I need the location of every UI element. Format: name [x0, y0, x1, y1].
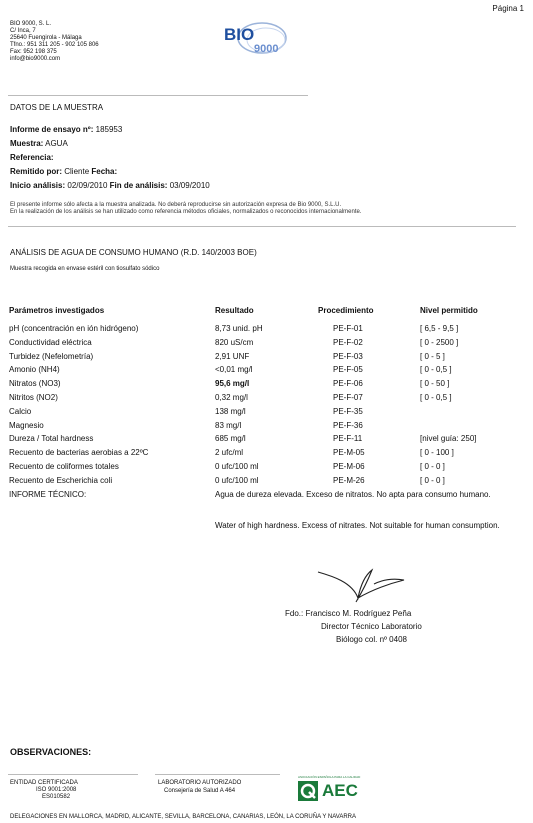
param-cell: Conductividad eléctrica	[9, 337, 92, 347]
level-cell: [ 0 - 0 ]	[420, 475, 445, 485]
divider	[155, 774, 280, 775]
header-procedure: Procedimiento	[318, 306, 374, 315]
procedure-cell: PE-M-26	[333, 475, 365, 485]
sent-by-label: Remitido por:	[10, 167, 62, 176]
result-cell: 2,91 UNF	[215, 351, 250, 361]
param-cell: Nitritos (NO2)	[9, 393, 58, 402]
result-cell: 0,32 mg/l	[215, 393, 248, 402]
param-cell: Amonio (NH4)	[9, 365, 60, 375]
param-cell: Recuento de Escherichia coli	[9, 475, 113, 485]
param-cell: Recuento de bacterias aerobias a 22ºC	[9, 448, 149, 458]
end-label: Fin de análisis:	[109, 181, 168, 190]
procedure-cell: PE-F-35	[333, 406, 363, 416]
result-cell: 820 uS/cm	[215, 337, 254, 347]
aec-q-icon	[298, 781, 318, 801]
company-line: info@bio9000.com	[10, 56, 61, 62]
signature-name: Fdo.: Francisco M. Rodríguez Peña	[285, 609, 412, 618]
sample-value: AGUA	[45, 139, 68, 148]
company-line: Tfno.: 951 311 205 - 902 105 806	[10, 42, 99, 48]
level-cell: [ 0 - 0,5 ]	[420, 365, 452, 375]
divider	[8, 774, 138, 775]
procedure-cell: PE-F-07	[333, 393, 363, 402]
level-cell: [ 0 - 50 ]	[420, 379, 450, 389]
disclaimer-line: En la realización de los análisis se han utilizado como referencia métodos oficiales, normalizados o reconocidos internacionalmente.	[10, 209, 362, 215]
authorized-lab-sub: Consejería de Salud A 464	[164, 788, 236, 794]
level-cell: [ 0 - 0,5 ]	[420, 393, 452, 402]
observations-label: OBSERVACIONES:	[10, 747, 92, 757]
signature-icon	[312, 558, 422, 608]
bio9000-logo	[220, 18, 290, 60]
result-cell: 8,73 unid. pH	[215, 324, 263, 333]
table-row	[0, 352, 533, 366]
start-label: Inicio análisis:	[10, 181, 66, 190]
result-cell: <0,01 mg/l	[215, 365, 253, 375]
report-number-value: 185953	[95, 125, 123, 134]
signature-college: Biólogo col. nº 0408	[336, 635, 407, 644]
sample-section-title: DATOS DE LA MUESTRA	[10, 103, 104, 112]
company-line: C/ Inca, 7	[10, 28, 36, 34]
company-address	[10, 21, 99, 63]
table-row	[0, 476, 533, 490]
page-number: Página 1	[492, 4, 524, 13]
certified-entity-code: ES010582	[42, 794, 71, 800]
result-cell: 685 mg/l	[215, 434, 246, 444]
procedure-cell: PE-F-01	[333, 324, 363, 333]
report-number-label: Informe de ensayo nº:	[10, 125, 94, 134]
certified-entity-iso: ISO 9001:2008	[36, 787, 77, 793]
level-cell: [ 6,5 - 9,5 ]	[420, 324, 459, 333]
result-cell: 0 ufc/100 ml	[215, 475, 259, 485]
table-row	[0, 338, 533, 352]
delegations: DELEGACIONES EN MALLORCA, MADRID, ALICANTE, SEVILLA, BARCELONA, CANARIAS, LEÓN, LA CORUÑA Y NAVARRA	[10, 814, 356, 820]
result-cell: 95,6 mg/l	[215, 379, 250, 389]
result-cell: 2 ufc/ml	[215, 448, 244, 458]
sample-label: Muestra:	[10, 139, 44, 148]
header-result: Resultado	[215, 306, 254, 315]
logo-bio-text: BIO	[224, 25, 255, 44]
aec-text: AEC	[322, 781, 358, 800]
signature-role: Director Técnico Laboratorio	[321, 622, 422, 631]
level-cell: [ 0 - 5 ]	[420, 351, 445, 361]
param-cell: Dureza / Total hardness	[9, 434, 94, 444]
company-line: BIO 9000, S. L.	[10, 21, 52, 27]
table-header	[0, 306, 533, 320]
table-row	[0, 407, 533, 421]
procedure-cell: PE-F-06	[333, 379, 363, 389]
procedure-cell: PE-F-11	[333, 434, 363, 444]
table-row	[0, 365, 533, 379]
result-cell: 0 ufc/100 ml	[215, 462, 259, 471]
sample-row	[10, 139, 68, 148]
level-cell: [nivel guía: 250]	[420, 434, 477, 444]
procedure-cell: PE-F-36	[333, 420, 363, 430]
divider	[8, 226, 516, 227]
procedure-cell: PE-M-05	[333, 448, 365, 458]
procedure-cell: PE-M-06	[333, 462, 365, 471]
header-param: Parámetros investigados	[9, 306, 105, 315]
disclaimer-line: El presente informe sólo afecta a la muestra analizada. No deberá reproducirse sin autorización expresa de Bio 9000, S.L.U.	[10, 202, 342, 208]
analysis-note: Muestra recogida en envase estéril con tiosulfato sódico	[10, 266, 160, 272]
analysis-dates-row	[10, 181, 210, 190]
aec-small-text: ASOCIACIÓN ESPAÑOLA PARA LA CALIDAD	[298, 775, 361, 779]
logo-9000-text: 9000	[254, 43, 279, 55]
disclaimer	[10, 202, 362, 216]
aec-logo	[298, 775, 380, 811]
param-cell: Recuento de coliformes totales	[9, 462, 119, 471]
end-value: 03/09/2010	[169, 181, 210, 190]
technical-report-es: Agua de dureza elevada. Exceso de nitratos. No apta para consumo humano.	[215, 490, 491, 499]
reference-label: Referencia:	[10, 153, 54, 162]
procedure-cell: PE-F-03	[333, 351, 363, 361]
level-cell: [ 0 - 100 ]	[420, 448, 454, 458]
param-cell: Magnesio	[9, 420, 44, 430]
table-row	[0, 421, 533, 435]
result-cell: 138 mg/l	[215, 406, 246, 416]
level-cell: [ 0 - 0 ]	[420, 462, 445, 471]
header-level: Nivel permitido	[420, 306, 478, 315]
report-number-row	[10, 125, 122, 134]
result-cell: 83 mg/l	[215, 420, 242, 430]
param-cell: Calcio	[9, 406, 32, 416]
level-cell: [ 0 - 2500 ]	[420, 337, 459, 347]
procedure-cell: PE-F-02	[333, 337, 363, 347]
sent-by-row	[10, 167, 117, 176]
param-cell: pH (concentración en ión hidrógeno)	[9, 324, 139, 333]
procedure-cell: PE-F-05	[333, 365, 363, 375]
company-line: 25640 Fuengirola - Málaga	[10, 35, 82, 41]
table-row	[0, 324, 533, 338]
start-value: 02/09/2010	[67, 181, 108, 190]
table-row	[0, 379, 533, 393]
authorized-lab-title: LABORATORIO AUTORIZADO	[158, 780, 242, 786]
technical-report-label: INFORME TÉCNICO:	[9, 490, 87, 499]
param-cell: Nitratos (NO3)	[9, 379, 61, 389]
param-cell: Turbidez (Nefelometría)	[9, 351, 94, 361]
table-row	[0, 462, 533, 476]
table-row	[0, 448, 533, 462]
divider	[8, 95, 308, 96]
analysis-title: ANÁLISIS DE AGUA DE CONSUMO HUMANO (R.D. 140/2003 BOE)	[10, 248, 257, 257]
sent-by-value: Cliente	[64, 167, 90, 176]
date-label: Fecha:	[91, 167, 118, 176]
table-row	[0, 393, 533, 407]
table-row	[0, 434, 533, 448]
signature-image	[312, 558, 422, 608]
company-line: Fax: 952 198 375	[10, 49, 57, 55]
certified-entity-title: ENTIDAD CERTIFICADA	[10, 780, 78, 786]
technical-report-en: Water of high hardness. Excess of nitrates. Not suitable for human consumption.	[215, 521, 500, 530]
